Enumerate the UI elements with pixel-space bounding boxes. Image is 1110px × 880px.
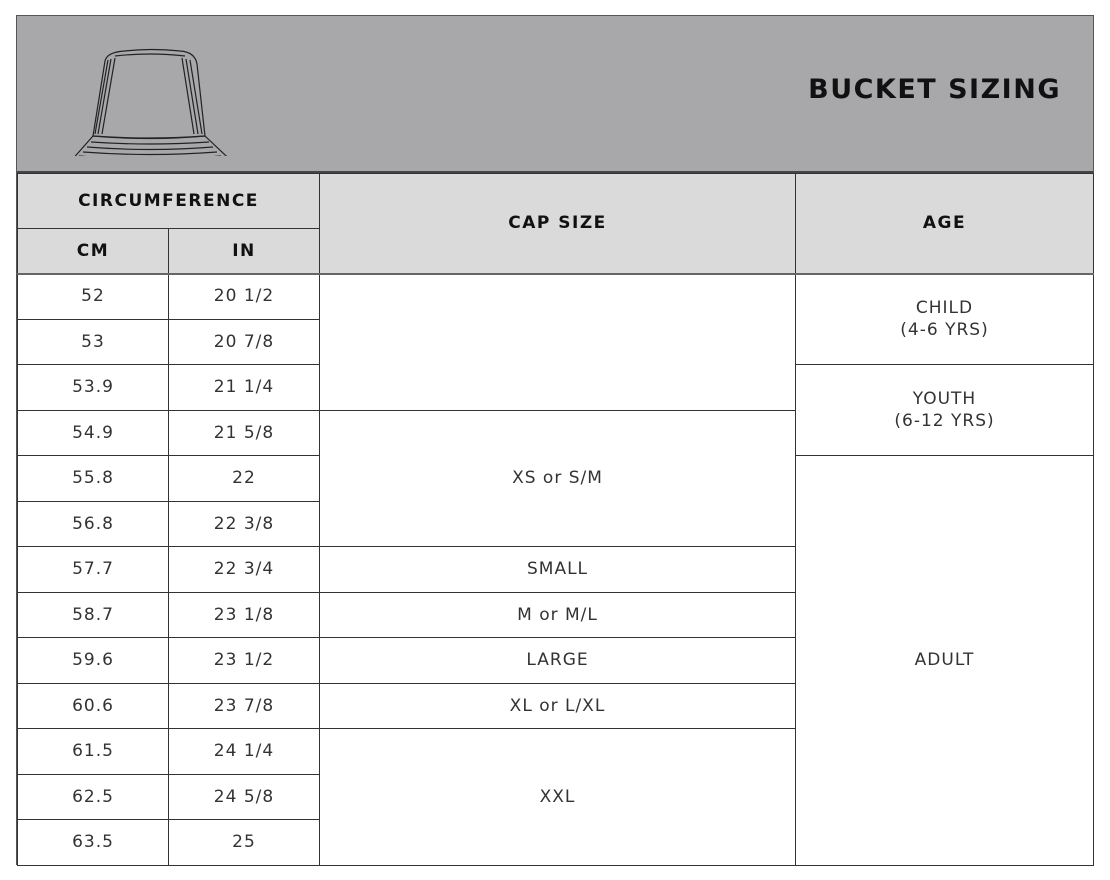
size-table — [17, 173, 1094, 866]
cm-cell: 59.6 — [18, 638, 169, 684]
header-in: IN — [169, 229, 320, 274]
in-cell: 22 — [169, 456, 320, 502]
age-cell-youth: YOUTH (6-12 YRS) — [796, 365, 1094, 456]
cm-cell: 57.7 — [18, 547, 169, 593]
age-cell-child: CHILD (4-6 YRS) — [796, 274, 1094, 365]
cap-size-cell: XXL — [320, 729, 796, 866]
cm-cell: 61.5 — [18, 729, 169, 775]
cap-size-cell: M or M/L — [320, 592, 796, 638]
in-cell: 23 7/8 — [169, 683, 320, 729]
cm-cell: 55.8 — [18, 456, 169, 502]
banner — [17, 16, 1093, 173]
in-cell: 23 1/2 — [169, 638, 320, 684]
in-cell: 22 3/4 — [169, 547, 320, 593]
header-circumference: CIRCUMFERENCE — [18, 174, 320, 229]
cm-cell: 60.6 — [18, 683, 169, 729]
cap-size-cell: SMALL — [320, 547, 796, 593]
cap-size-cell: LARGE — [320, 638, 796, 684]
cm-cell: 56.8 — [18, 501, 169, 547]
in-cell: 24 1/4 — [169, 729, 320, 775]
cm-cell: 63.5 — [18, 820, 169, 866]
cm-cell: 58.7 — [18, 592, 169, 638]
cap-size-cell — [320, 274, 796, 411]
age-cell-adult: ADULT — [796, 456, 1094, 866]
bucket-sizing-chart — [16, 15, 1094, 865]
cm-cell: 53.9 — [18, 365, 169, 411]
chart-title: BUCKET SIZING — [808, 74, 1061, 105]
in-cell: 20 7/8 — [169, 319, 320, 365]
header-age: AGE — [796, 174, 1094, 274]
cap-size-cell: XL or L/XL — [320, 683, 796, 729]
header-cap-size: CAP SIZE — [320, 174, 796, 274]
cm-cell: 53 — [18, 319, 169, 365]
in-cell: 24 5/8 — [169, 774, 320, 820]
in-cell: 21 5/8 — [169, 410, 320, 456]
in-cell: 20 1/2 — [169, 274, 320, 320]
in-cell: 22 3/8 — [169, 501, 320, 547]
cm-cell: 62.5 — [18, 774, 169, 820]
in-cell: 21 1/4 — [169, 365, 320, 411]
in-cell: 23 1/8 — [169, 592, 320, 638]
cm-cell: 52 — [18, 274, 169, 320]
bucket-hat-icon — [45, 36, 255, 156]
cap-size-cell: XS or S/M — [320, 410, 796, 547]
table-row — [18, 274, 1094, 320]
in-cell: 25 — [169, 820, 320, 866]
header-cm: CM — [18, 229, 169, 274]
cm-cell: 54.9 — [18, 410, 169, 456]
